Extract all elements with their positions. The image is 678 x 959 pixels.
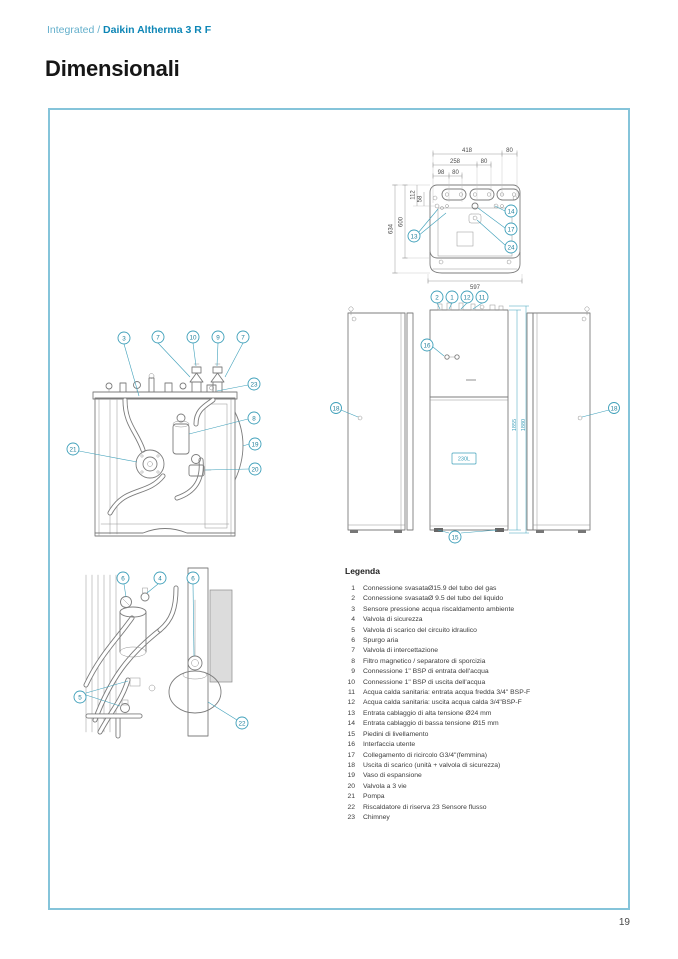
callout-13 — [408, 230, 420, 242]
svg-text:3: 3 — [122, 335, 126, 343]
callout-16 — [421, 339, 433, 351]
top-view-diagram — [385, 140, 570, 295]
callout-20 — [249, 463, 261, 475]
callout-4 — [154, 572, 166, 584]
legend-item-text: Filtro magnetico / separatore di sporcizia — [363, 657, 486, 665]
legend-item — [345, 803, 623, 813]
legend-item-text: Valvola a 3 vie — [363, 782, 407, 790]
legend-item — [345, 636, 623, 646]
callout-2 — [431, 291, 443, 303]
svg-text:1: 1 — [450, 294, 454, 302]
callout-7a — [152, 331, 164, 343]
breadcrumb-section: Integrated / — [47, 24, 104, 36]
callout-6a — [117, 572, 129, 584]
svg-text:634: 634 — [388, 223, 395, 235]
svg-text:5: 5 — [78, 694, 82, 702]
legend-item-number: 22 — [347, 803, 355, 811]
legend-item-text: Entrata cablaggio di bassa tensione Ø15 mm — [363, 720, 499, 728]
legend-item-number: 21 — [347, 793, 355, 801]
svg-text:112: 112 — [410, 190, 417, 200]
svg-text:20: 20 — [251, 466, 259, 474]
legend-item-number: 11 — [347, 689, 355, 697]
legend-item-text: Valvola di scarico del circuito idraulico — [363, 626, 477, 634]
internal-view-callouts — [67, 331, 261, 475]
front-view-drawing — [430, 303, 508, 532]
legend-item-number: 12 — [347, 699, 355, 707]
svg-text:7: 7 — [241, 334, 245, 342]
svg-text:22: 22 — [238, 720, 246, 728]
legend-item — [345, 678, 623, 688]
legend-item-number: 4 — [351, 616, 355, 624]
svg-text:24: 24 — [507, 244, 515, 252]
legend-item-text: Entrata cablaggio di alta tensione Ø24 mm — [363, 709, 492, 717]
legend-item-number: 20 — [347, 782, 355, 790]
legend-item-text: Pompa — [363, 793, 385, 801]
legend-item — [345, 688, 623, 698]
detail-view-drawing — [86, 568, 232, 736]
svg-text:11: 11 — [478, 294, 486, 302]
svg-text:18: 18 — [610, 405, 618, 413]
svg-text:58: 58 — [417, 195, 424, 203]
legend-item-text: Connessione svasataØ 9.5 del tubo del liquido — [363, 595, 504, 603]
legend-item-text: Acqua calda sanitaria: entrata acqua fredda 3/4" BSP-F — [363, 689, 531, 697]
legend-item — [345, 730, 623, 740]
svg-text:80: 80 — [452, 170, 459, 176]
svg-text:600: 600 — [398, 216, 405, 228]
svg-text:418: 418 — [461, 148, 473, 154]
callout-8 — [248, 412, 260, 424]
svg-text:14: 14 — [507, 208, 515, 216]
legend-item-number: 17 — [347, 751, 355, 759]
legend-item-text: Connessione 1" BSP di entrata dell'acqua — [363, 668, 489, 676]
svg-text:17: 17 — [507, 226, 515, 234]
breadcrumb — [47, 24, 211, 36]
callout-9 — [212, 331, 224, 343]
svg-text:16: 16 — [423, 342, 431, 350]
legend-item — [345, 594, 623, 604]
internal-view-drawing — [93, 364, 243, 536]
callout-14 — [505, 205, 517, 217]
svg-text:19: 19 — [251, 441, 259, 449]
front-view-dimensions — [509, 306, 529, 533]
legend-item-number: 15 — [347, 730, 355, 738]
callout-21 — [67, 443, 79, 455]
callout-11 — [476, 291, 488, 303]
callout-7b — [237, 331, 249, 343]
svg-text:4: 4 — [158, 575, 162, 583]
legend-item-text: Riscaldatore di riserva 23 Sensore flusso — [363, 803, 487, 811]
legend-item — [345, 584, 623, 594]
legend-item-text: Connessione 1" BSP di uscita dell'acqua — [363, 678, 486, 686]
legend-item-number: 1 — [351, 585, 355, 592]
front-view-callouts — [331, 291, 620, 543]
legend-item-number: 14 — [347, 720, 355, 728]
legend-item-number: 13 — [347, 709, 355, 717]
svg-text:8: 8 — [252, 415, 256, 423]
legend-item-number: 10 — [347, 678, 355, 686]
callout-12 — [461, 291, 473, 303]
svg-text:9: 9 — [216, 334, 220, 342]
legend-item-text: Collegamento di ricircolo G3/4"(femmina) — [363, 751, 488, 759]
legend-item — [345, 719, 623, 729]
legend-item — [345, 709, 623, 719]
legend-item-text: Sensore pressione acqua riscaldamento ambiente — [363, 605, 515, 613]
side-view-left-drawing — [348, 307, 413, 533]
callout-22 — [236, 717, 248, 729]
svg-text:597: 597 — [469, 285, 481, 291]
legend — [345, 566, 623, 823]
legend-item-number: 8 — [351, 657, 355, 665]
legend-item — [345, 626, 623, 636]
legend-item-text: Piedini di livellamento — [363, 730, 429, 738]
legend-item-number: 6 — [351, 637, 355, 645]
svg-text:23: 23 — [250, 381, 258, 389]
svg-text:98: 98 — [437, 170, 445, 176]
svg-text:7: 7 — [156, 334, 160, 342]
svg-text:21: 21 — [69, 446, 77, 454]
callout-23 — [248, 378, 260, 390]
legend-item-number: 9 — [351, 668, 355, 676]
legend-item — [345, 761, 623, 771]
legend-item-text: Vaso di espansione — [363, 772, 422, 780]
callout-15 — [449, 531, 461, 543]
callout-24 — [505, 241, 517, 253]
svg-text:10: 10 — [189, 334, 197, 342]
legend-item — [345, 740, 623, 750]
svg-text:13: 13 — [410, 233, 418, 241]
legend-item-text: Acqua calda sanitaria: uscita acqua calda 3/4"BSP-F — [363, 699, 522, 707]
legend-item — [345, 667, 623, 677]
top-view-dimensions — [389, 148, 523, 291]
legend-item-number: 19 — [347, 772, 355, 780]
legend-item-number: 18 — [347, 761, 355, 769]
breadcrumb-product: Daikin Altherma 3 R F — [103, 24, 212, 36]
legend-title: Legenda — [345, 566, 380, 576]
legend-item-number: 7 — [351, 647, 355, 655]
legend-list — [345, 584, 623, 823]
detail-view-diagram — [70, 560, 255, 745]
svg-text:80: 80 — [480, 159, 488, 165]
legend-item — [345, 813, 623, 823]
tank-capacity-label: 230L — [457, 456, 471, 463]
legend-item — [345, 615, 623, 625]
legend-item-text: Valvola di intercettazione — [363, 647, 439, 655]
legend-item — [345, 782, 623, 792]
legend-item-text: Valvola di sicurezza — [363, 616, 423, 624]
legend-item-text: Spurgo aria — [363, 637, 399, 645]
legend-item — [345, 657, 623, 667]
legend-item-number: 5 — [351, 626, 355, 634]
svg-text:2: 2 — [435, 294, 439, 302]
svg-text:15: 15 — [451, 534, 459, 542]
legend-item-text: Chimney — [363, 813, 390, 821]
legend-item — [345, 698, 623, 708]
legend-item — [345, 792, 623, 802]
callout-3 — [118, 332, 130, 344]
legend-item — [345, 605, 623, 615]
svg-text:6: 6 — [121, 575, 125, 583]
internal-view-diagram — [65, 328, 265, 543]
callout-6b — [187, 572, 199, 584]
callout-5 — [74, 691, 86, 703]
svg-text:258: 258 — [449, 159, 461, 165]
callout-18-right — [609, 403, 620, 414]
front-side-views-diagram — [330, 285, 620, 550]
callout-18-left — [331, 403, 342, 414]
legend-item-number: 2 — [351, 595, 355, 603]
diagram-frame — [48, 108, 630, 910]
page-title: Dimensionali — [45, 56, 180, 81]
svg-text:80: 80 — [506, 148, 513, 154]
legend-item-number: 16 — [347, 741, 355, 749]
legend-item-text: Interfaccia utente — [363, 741, 416, 749]
callout-10 — [187, 331, 199, 343]
svg-text:1855: 1855 — [512, 418, 518, 432]
side-view-right-drawing — [527, 307, 590, 533]
legend-item-number: 23 — [347, 813, 355, 821]
callout-19 — [249, 438, 261, 450]
callout-1 — [446, 291, 458, 303]
svg-text:18: 18 — [332, 405, 340, 413]
svg-text:12: 12 — [463, 294, 471, 302]
legend-item-text: Uscita di scarico (unità + valvola di sicurezza) — [363, 761, 501, 769]
legend-item-text: Connessione svasataØ15.9 del tubo del gas — [363, 585, 497, 592]
svg-text:1880: 1880 — [521, 418, 527, 432]
legend-item — [345, 751, 623, 761]
legend-item-number: 3 — [351, 605, 355, 613]
svg-text:6: 6 — [191, 575, 195, 583]
page-number: 19 — [618, 917, 630, 928]
callout-17 — [505, 223, 517, 235]
legend-item — [345, 771, 623, 781]
legend-item — [345, 646, 623, 656]
